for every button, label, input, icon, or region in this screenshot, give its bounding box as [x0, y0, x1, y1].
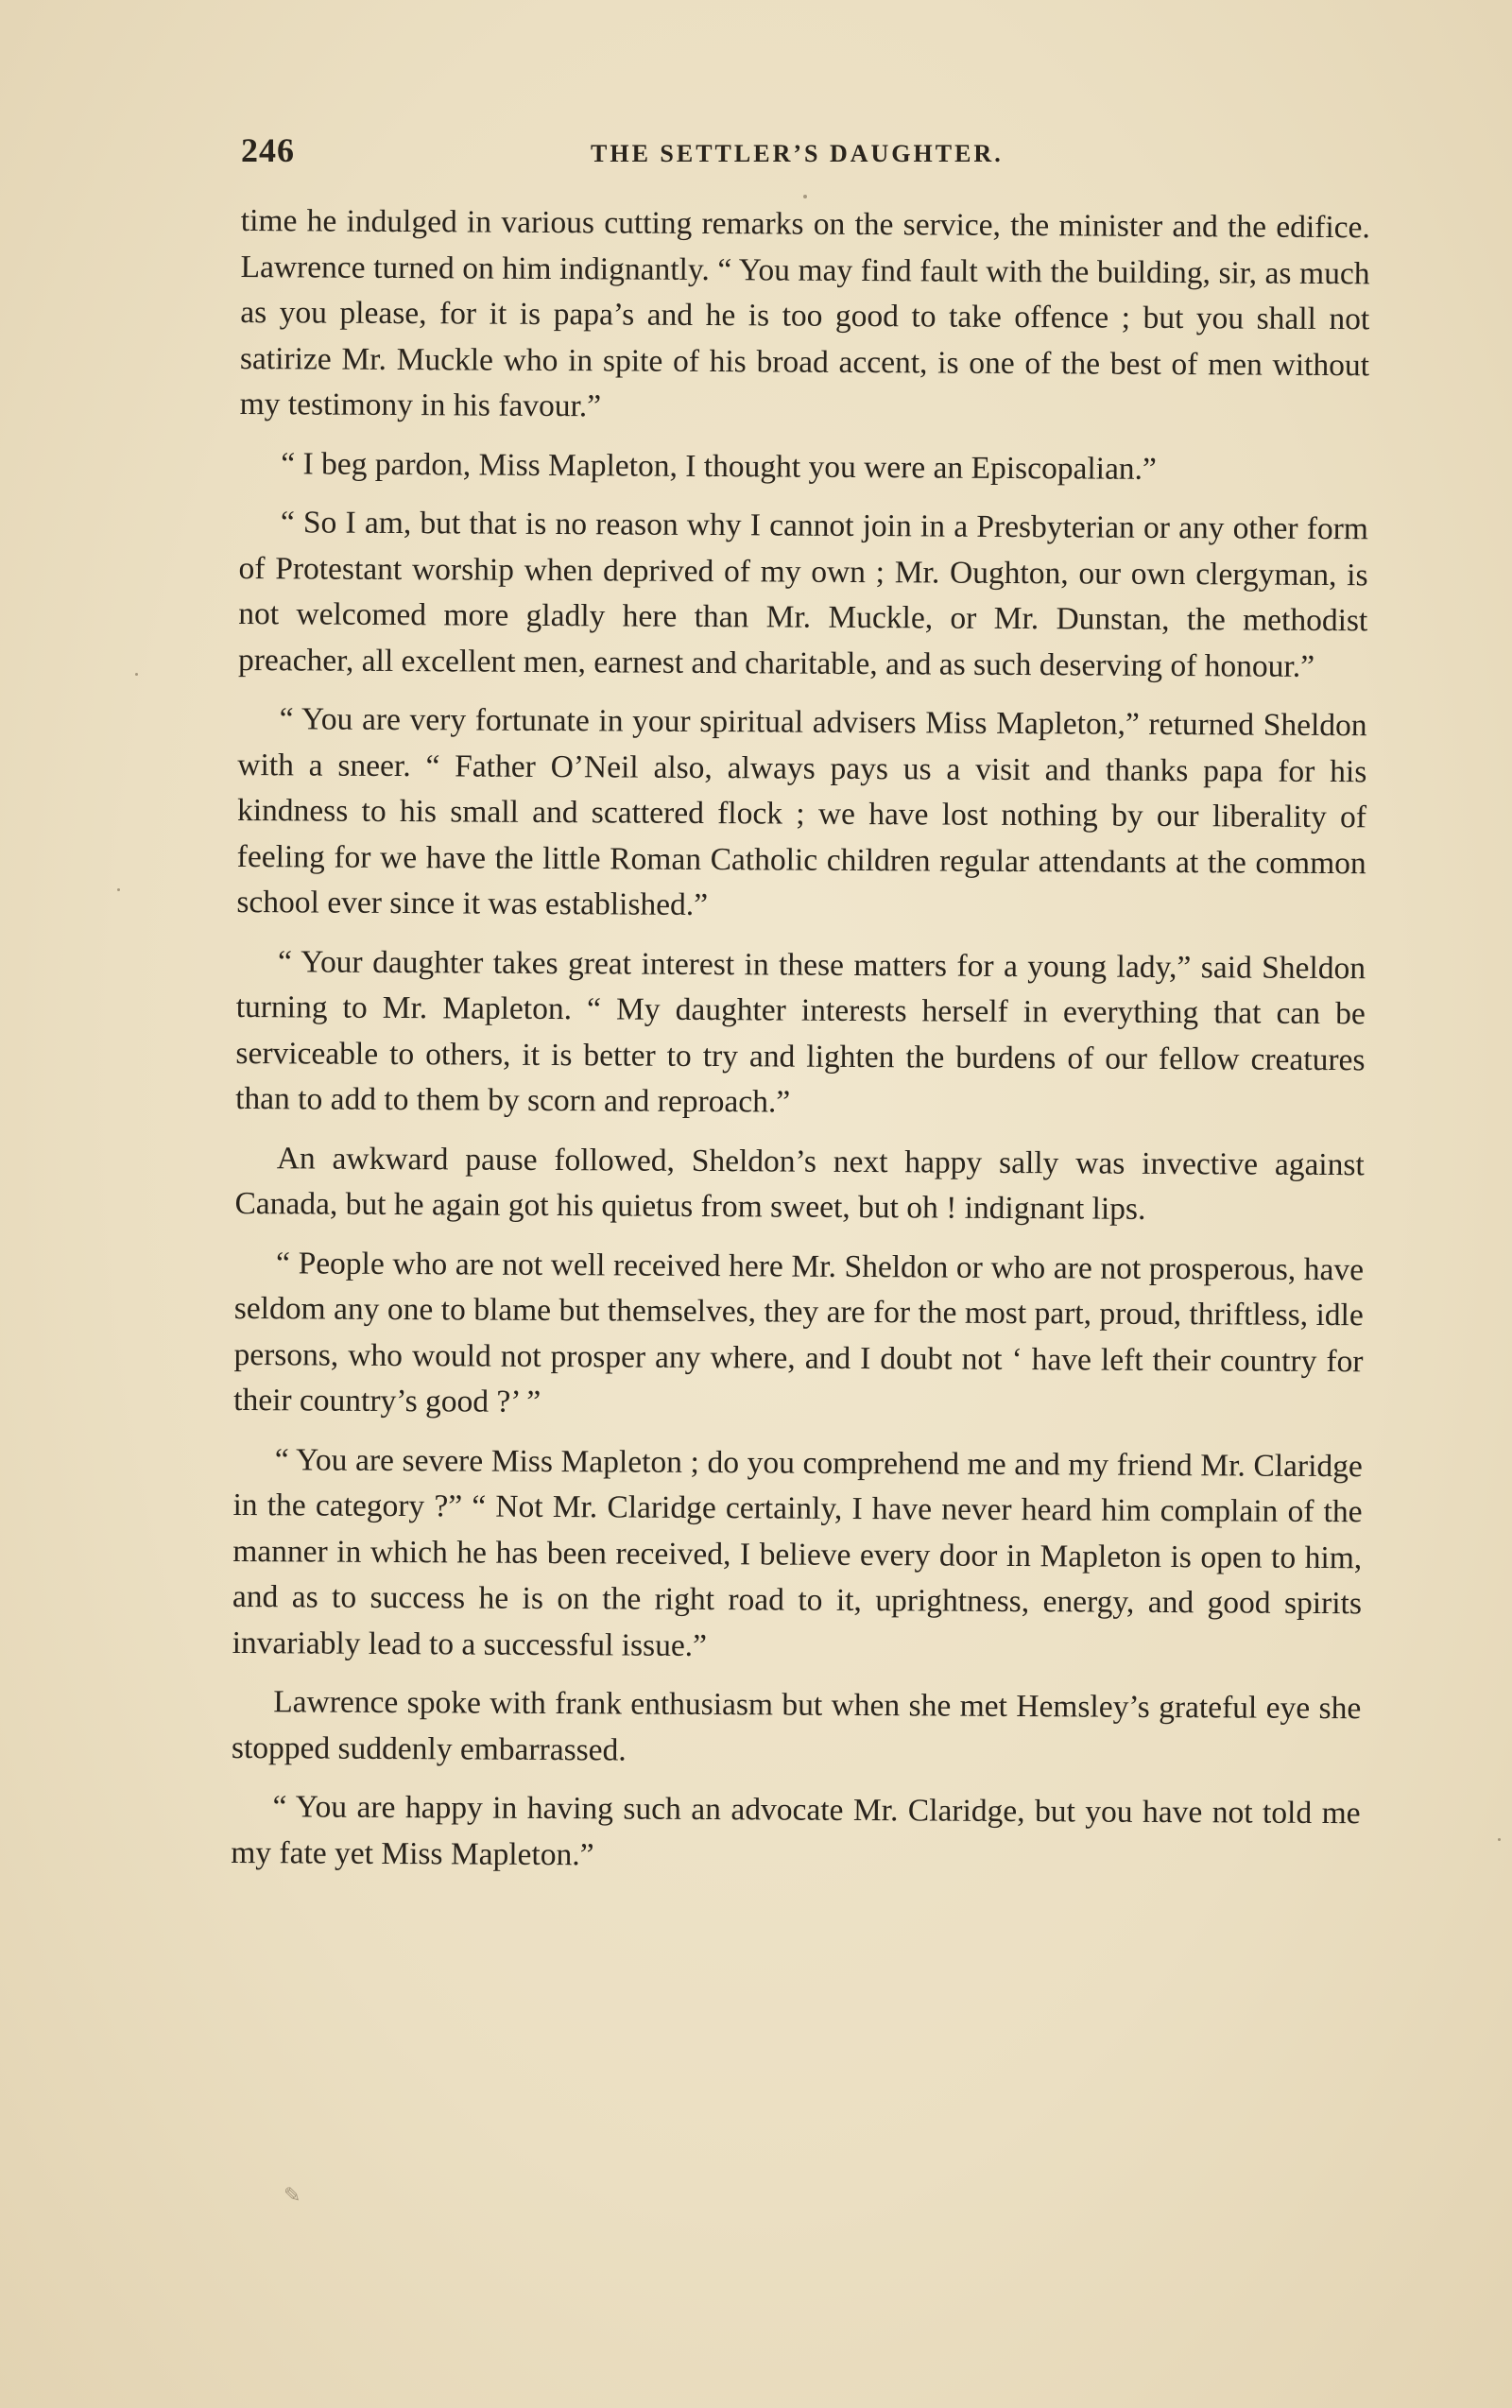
ink-spot [117, 888, 120, 891]
paragraph: “ I beg pardon, Miss Mapleton, I thought you were an Episcopalian.” [281, 445, 1157, 487]
paragraph: “ So I am, but that is no reason why I cannot join in a Presbyterian or any other form of Protestant worship when deprived of my own ; Mr. Oughton, our own clergyman, is not welcomed more gladly here than Mr. Muckle, or Mr. Dunstan, the methodist preacher, all excellent men, earnest and charitable, and as such deserving of honour.” [237, 505, 1368, 684]
paragraph: “ Your daughter takes great interest in these matters for a young lady,” said Sheldon turning to Mr. Mapleton. “ My daughter interests herself in everything that can be serviceable to others, it is better to try and lighten the burdens of our fellow creatures than to add to them by scorn and reproach.” [235, 943, 1366, 1120]
decorative-flourish: ✎ [284, 2183, 301, 2207]
paragraph: “ People who are not well received here Mr. Sheldon or who are not prosperous, have seldom any one to blame but themselves, they are for the most part, proud, thriftless, idle persons, who would not prosper any where, and I doubt not ‘ have left their country for their country’s good ?’ ” [233, 1245, 1365, 1419]
ink-spot [135, 673, 138, 676]
ink-spot [1498, 1838, 1501, 1841]
running-head [241, 130, 1375, 168]
ink-spot [803, 195, 807, 198]
paragraph: An awkward pause followed, Sheldon’s next happy sally was invective against Canada, but he again got his quietus from sweet, but oh ! indignant lips. [234, 1140, 1365, 1227]
paragraph: “ You are very fortunate in your spiritual advisers Miss Mapleton,” returned Sheldon with a sneer. “ Father O’Neil also, always pays us a visit and thanks papa for his kindness to his small and scattered flock ; we have lost nothing by our liberality of feeling for we have the little Roman Catholic children regular attendants at the common school ever since it was established.” [236, 701, 1367, 923]
paragraph: “ You are severe Miss Mapleton ; do you comprehend me and my friend Mr. Claridge in the category ?” “ Not Mr. Claridge certainly, I have never heard him complain of the manner in which he has been received, I believe every door in Mapleton is open to him, and as to success he is on the right road to it, uprightness, energy, and good spirits invariably lead to a successful issue.” [232, 1441, 1363, 1663]
body-text [231, 198, 1370, 1896]
running-title: THE SETTLER’S DAUGHTER. [591, 140, 1004, 167]
paragraph: time he indulged in various cutting remarks on the service, the minister and the edifice. Lawrence turned on him indignantly. “ You may find fault with the building, sir, as much as you please, for it is papa’s and he is too good to take offence ; but you shall not satirize Mr. Muckle who in spite of his broad accent, is one of the best of men without my testimony in his favour.” [239, 202, 1370, 424]
page-number: 246 [241, 131, 295, 169]
paragraph: Lawrence spoke with frank enthusiasm but when she met Hemsley’s grateful eye she stopped suddenly embarrassed. [231, 1684, 1362, 1768]
paragraph: “ You are happy in having such an advocate Mr. Claridge, but you have not told me my fate yet Miss Mapleton.” [231, 1789, 1361, 1872]
